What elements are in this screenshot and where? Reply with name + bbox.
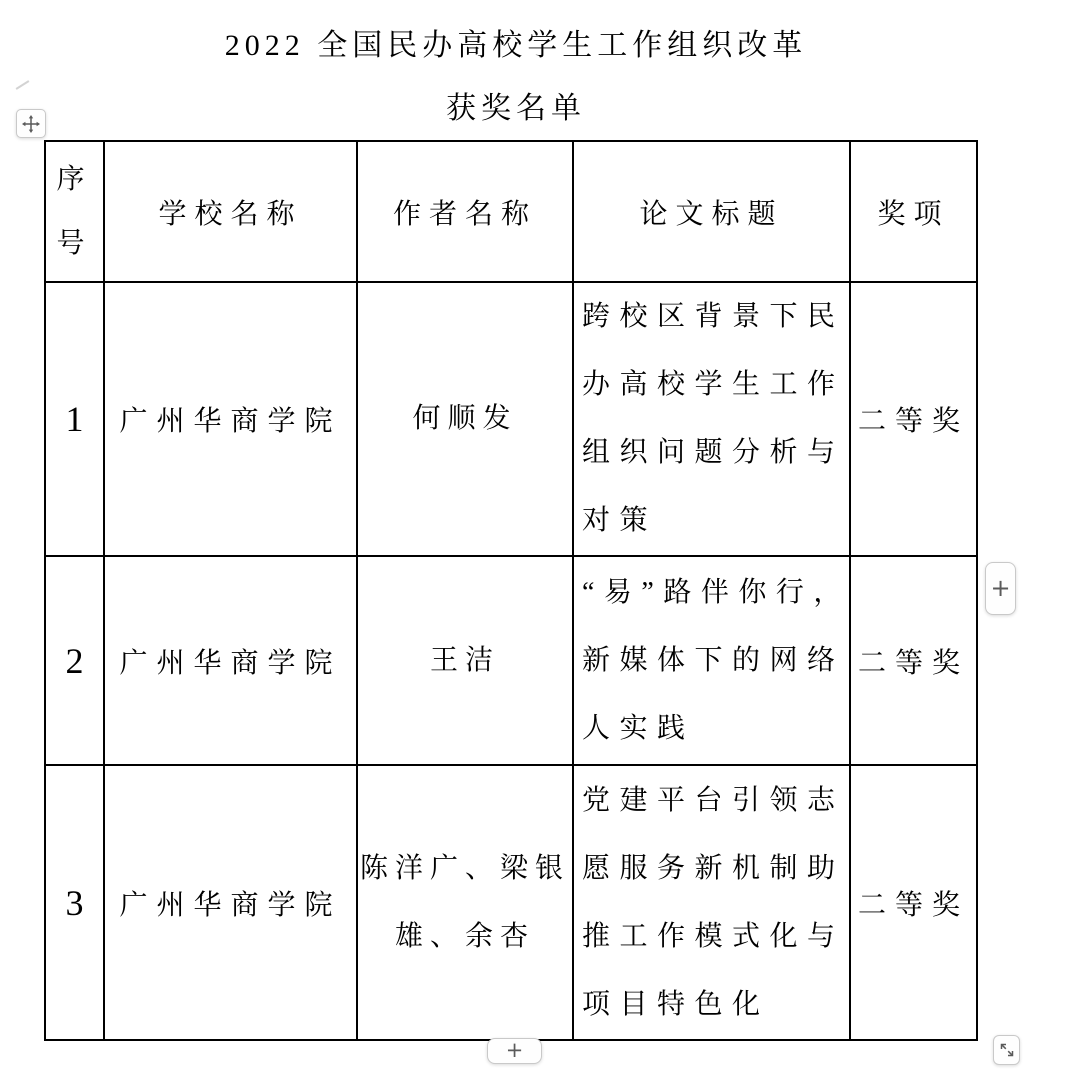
cell-school-name[interactable] (104, 282, 357, 556)
add-row-button[interactable] (487, 1038, 542, 1064)
add-column-button[interactable] (985, 562, 1016, 615)
header-cell-school[interactable] (104, 141, 357, 282)
table-row (45, 765, 977, 1040)
cell-text-line: 人实践 (582, 712, 695, 744)
cell-serial-number[interactable] (45, 556, 104, 765)
plus-icon: + (990, 573, 1011, 602)
cell-text-line: 跨校区背景下民 (582, 301, 845, 332)
cell-paper-title[interactable] (573, 282, 850, 556)
award-table (44, 140, 978, 1041)
cell-text-line: 组织问题分析与 (582, 437, 845, 468)
cell-text-line: 项目特色化 (582, 988, 770, 1020)
header-cell-no[interactable] (45, 141, 104, 282)
cell-text-line: 3 (65, 882, 84, 923)
plus-icon: + (505, 1037, 524, 1062)
cell-text-line: 王洁 (429, 644, 500, 676)
cell-paper-title[interactable] (573, 556, 850, 765)
cell-text-line: 论文标题 (639, 198, 784, 230)
cell-text-line: 序 (56, 163, 93, 195)
move-icon (21, 114, 41, 134)
cell-author-name[interactable] (357, 765, 573, 1040)
cell-text-line: 二等奖 (857, 406, 969, 437)
cell-text-line: 号 (56, 227, 93, 259)
table-header-row (45, 141, 977, 282)
cell-text-line: 愿服务新机制助 (582, 852, 845, 884)
table-move-handle[interactable] (16, 109, 46, 138)
cell-text-line: 推工作模式化与 (582, 920, 845, 952)
cell-school-name[interactable] (104, 765, 357, 1040)
cell-text-line: 学校名称 (158, 198, 303, 230)
cell-text-line: 奖项 (877, 198, 950, 230)
table-resize-handle[interactable] (993, 1035, 1020, 1065)
cell-text-line: “易”路伴你行， (582, 576, 851, 608)
cell-school-name[interactable] (104, 556, 357, 765)
title-line-1: 2022 全国民办高校学生工作组织改革 (224, 29, 808, 62)
cell-text-line: 2 (65, 640, 84, 681)
cell-text-line: 二等奖 (857, 647, 969, 679)
header-cell-award[interactable] (850, 141, 977, 282)
cell-text-line: 陈洋广、梁银 (359, 852, 570, 884)
title-line-2: 获奖名单 (446, 92, 586, 125)
cell-paper-title[interactable] (573, 765, 850, 1040)
cell-text-line: 雄、余杏 (394, 920, 535, 952)
header-cell-paper[interactable] (573, 141, 850, 282)
cell-award[interactable] (850, 765, 977, 1040)
document-title[interactable] (0, 14, 1032, 140)
cell-author-name[interactable] (357, 556, 573, 765)
cell-serial-number[interactable] (45, 282, 104, 556)
cell-text-line: 作者名称 (392, 198, 537, 230)
header-cell-author[interactable] (357, 141, 573, 282)
cell-serial-number[interactable] (45, 765, 104, 1040)
cell-text-line: 何顺发 (412, 403, 518, 434)
cell-text-line: 二等奖 (857, 889, 969, 921)
cell-author-name[interactable] (357, 282, 573, 556)
cell-text-line: 对策 (582, 505, 658, 536)
cell-text-line: 新媒体下的网络 (582, 644, 845, 676)
table-row (45, 556, 977, 765)
cell-text-line: 广州华商学院 (119, 889, 342, 921)
cell-text-line: 办高校学生工作 (582, 369, 845, 400)
cell-text-line: 1 (65, 399, 84, 439)
cell-text-line: 广州华商学院 (119, 647, 342, 679)
cell-text-line: 党建平台引领志 (582, 784, 845, 816)
resize-expand-icon (997, 1040, 1017, 1060)
cell-award[interactable] (850, 556, 977, 765)
cell-award[interactable] (850, 282, 977, 556)
cell-text-line: 广州华商学院 (119, 406, 342, 437)
table-row (45, 282, 977, 556)
